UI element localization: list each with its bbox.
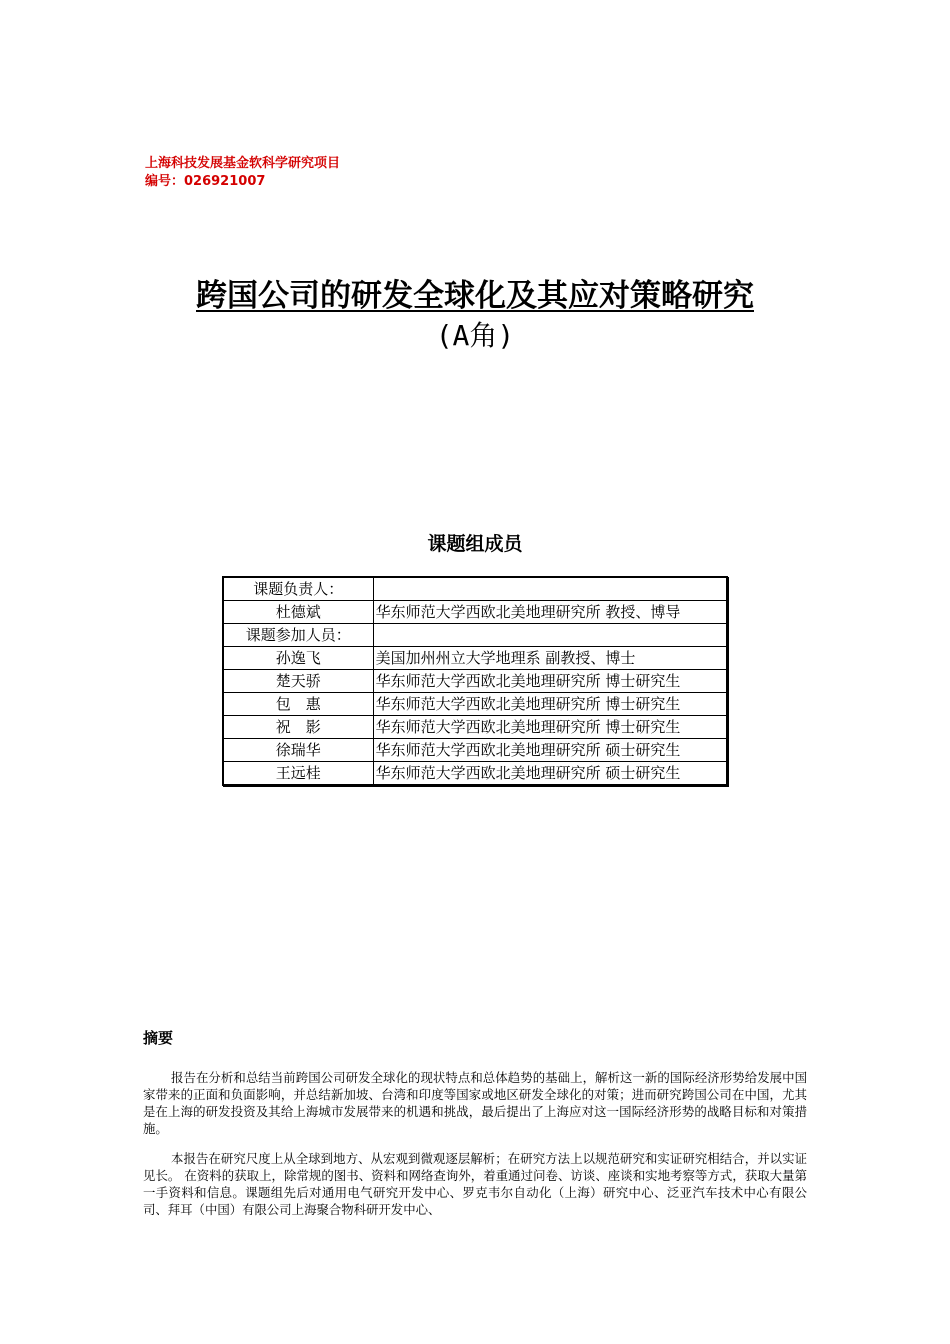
member-name: 王远桂	[223, 762, 373, 786]
abstract-heading: 摘要	[143, 1029, 174, 1047]
members-heading: 课题组成员	[427, 533, 523, 555]
member-name: 徐瑞华	[223, 739, 373, 762]
member-name: 杜德斌	[223, 601, 373, 624]
member-affiliation: 华东师范大学西欧北美地理研究所 博士研究生	[373, 716, 727, 739]
member-group-label: 课题负责人：	[223, 577, 373, 601]
table-row	[223, 577, 727, 601]
report-title-text: 跨国公司的研发全球化及其应对策略研究	[196, 278, 754, 314]
member-name: 包 惠	[223, 693, 373, 716]
member-affiliation	[373, 577, 727, 601]
table-row	[223, 624, 727, 647]
member-name: 楚天骄	[223, 670, 373, 693]
report-subtitle: (A角)	[435, 319, 515, 352]
table-row	[223, 716, 727, 739]
table-row	[223, 647, 727, 670]
table-row	[223, 739, 727, 762]
member-group-label: 课题参加人员：	[223, 624, 373, 647]
report-title	[0, 276, 950, 316]
table-row	[223, 762, 727, 786]
abstract-paragraph-2: 本报告在研究尺度上从全球到地方、从宏观到微观逐层解析；在研究方法上以规范研究和实证研究相结合，并以实证见长。 在资料的获取上，除常规的图书、资料和网络查询外，着重通过问卷、访谈、座谈和实地考察等方式，获取大量第一手资料和信息。课题组先后对通用电气研究开发中心、罗克韦尔自动化（上海）研究中心、泛亚汽车技术中心有限公司、拜耳（中国）有限公司上海聚合物科研开发中心、	[143, 1151, 807, 1217]
member-affiliation: 美国加州州立大学地理系 副教授、博士	[373, 647, 727, 670]
member-affiliation: 华东师范大学西欧北美地理研究所 硕士研究生	[373, 739, 727, 762]
table-row	[223, 670, 727, 693]
member-affiliation	[373, 624, 727, 647]
table-row	[223, 693, 727, 716]
members-table-body	[223, 577, 727, 785]
member-affiliation: 华东师范大学西欧北美地理研究所 博士研究生	[373, 693, 727, 716]
member-affiliation: 华东师范大学西欧北美地理研究所 教授、博导	[373, 601, 727, 624]
table-row	[223, 601, 727, 624]
abstract-paragraph-1: 报告在分析和总结当前跨国公司研发全球化的现状特点和总体趋势的基础上，解析这一新的国际经济形势给发展中国家带来的正面和负面影响，并总结新加坡、台湾和印度等国家或地区研发全球化的对策；进而研究跨国公司在中国，尤其是在上海的研发投资及其给上海城市发展带来的机遇和挑战，最后提出了上海应对这一国际经济形势的战略目标和对策措施。	[143, 1070, 807, 1136]
project-line: 上海科技发展基金软科学研究项目	[145, 156, 341, 171]
project-number: 编号：026921007	[145, 174, 266, 189]
member-name: 祝 影	[223, 716, 373, 739]
member-name: 孙逸飞	[223, 647, 373, 670]
member-affiliation: 华东师范大学西欧北美地理研究所 硕士研究生	[373, 762, 727, 786]
member-affiliation: 华东师范大学西欧北美地理研究所 博士研究生	[373, 670, 727, 693]
members-table	[222, 576, 728, 786]
